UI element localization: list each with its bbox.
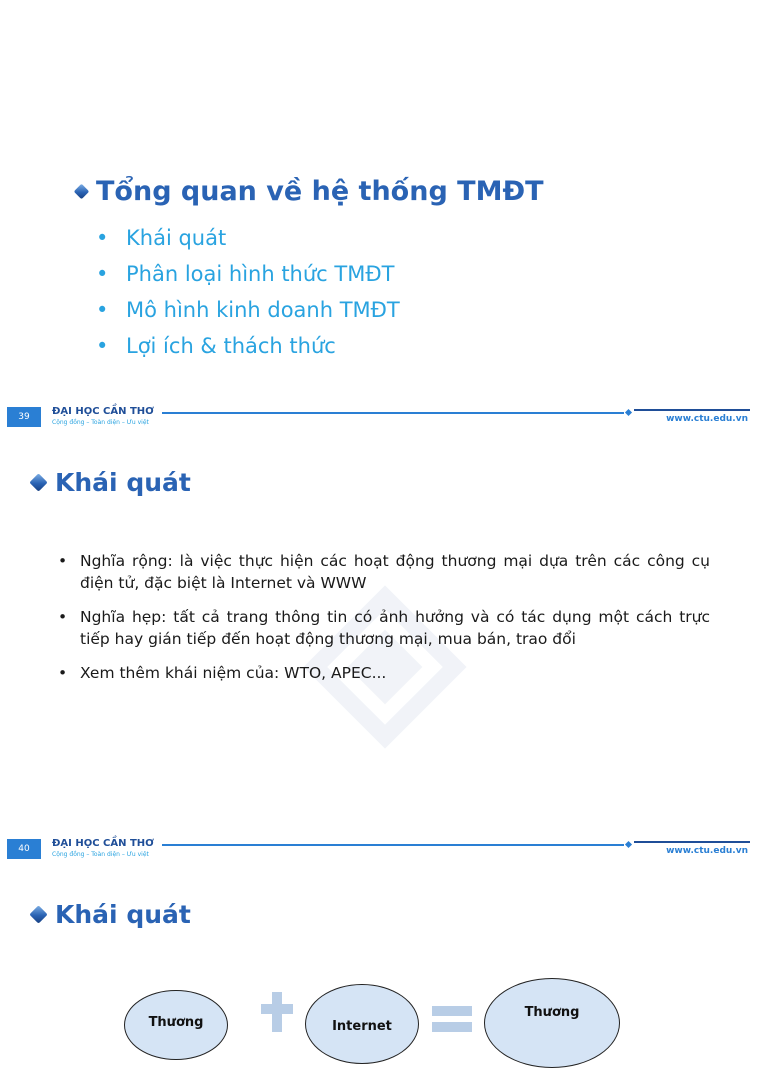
footer-divider bbox=[162, 844, 624, 846]
page-number: 39 bbox=[7, 407, 41, 427]
footer-divider-right bbox=[634, 841, 750, 843]
equals-icon-top bbox=[432, 1006, 472, 1016]
diamond-bullet-icon bbox=[29, 905, 47, 923]
topic-list bbox=[96, 220, 400, 364]
university-logo-text: ĐẠI HỌC CẦN THƠ Cộng đồng – Toàn diện – Ưu việt bbox=[52, 406, 154, 426]
definition-list bbox=[58, 550, 710, 696]
plus-icon-vertical bbox=[272, 992, 282, 1032]
slide-footer bbox=[0, 405, 768, 431]
diagram-internet-ellipse: Internet bbox=[305, 984, 419, 1064]
diagram-ecommerce-ellipse: Thương bbox=[484, 978, 620, 1068]
topic-item: • Khái quát bbox=[96, 226, 227, 250]
footer-divider bbox=[162, 412, 624, 414]
footer-diamond-icon bbox=[625, 409, 632, 416]
topic-item: • Phân loại hình thức TMĐT bbox=[96, 262, 395, 286]
topic-item: • Mô hình kinh doanh TMĐT bbox=[96, 298, 400, 322]
diagram-commerce-ellipse: Thương bbox=[124, 990, 228, 1060]
topic-item: • Lợi ích & thách thức bbox=[96, 334, 336, 358]
diamond-bullet-icon bbox=[29, 473, 47, 491]
equals-icon-bottom bbox=[432, 1022, 472, 1032]
definition-item: • Nghĩa rộng: là việc thực hiện các hoạt động thương mại dựa trên các công cụ điện tử, đặc biệt là Internet và WWW bbox=[58, 552, 710, 592]
definition-item: • Nghĩa hẹp: tất cả trang thông tin có ảnh hưởng và có tác dụng một cách trực tiếp hay gián tiếp đến hoạt động thương mại, mua bán, trao đổi bbox=[58, 608, 710, 648]
university-logo-text: ĐẠI HỌC CẦN THƠ Cộng đồng – Toàn diện – Ưu việt bbox=[52, 838, 154, 858]
slide-40 bbox=[0, 432, 768, 864]
footer-diamond-icon bbox=[625, 841, 632, 848]
slide-footer bbox=[0, 837, 768, 863]
website-url: www.ctu.edu.vn bbox=[666, 846, 748, 856]
diamond-bullet-icon bbox=[74, 184, 90, 200]
website-url: www.ctu.edu.vn bbox=[666, 414, 748, 424]
slide-title: Khái quát bbox=[32, 468, 191, 497]
definition-item: • Xem thêm khái niệm của: WTO, APEC... bbox=[58, 664, 387, 682]
slide-title: Khái quát bbox=[32, 900, 191, 929]
slide-39 bbox=[0, 0, 768, 432]
slide-title: Tổng quan về hệ thống TMĐT bbox=[76, 176, 544, 207]
page-number: 40 bbox=[7, 839, 41, 859]
footer-divider-right bbox=[634, 409, 750, 411]
slide-41 bbox=[0, 864, 768, 1034]
